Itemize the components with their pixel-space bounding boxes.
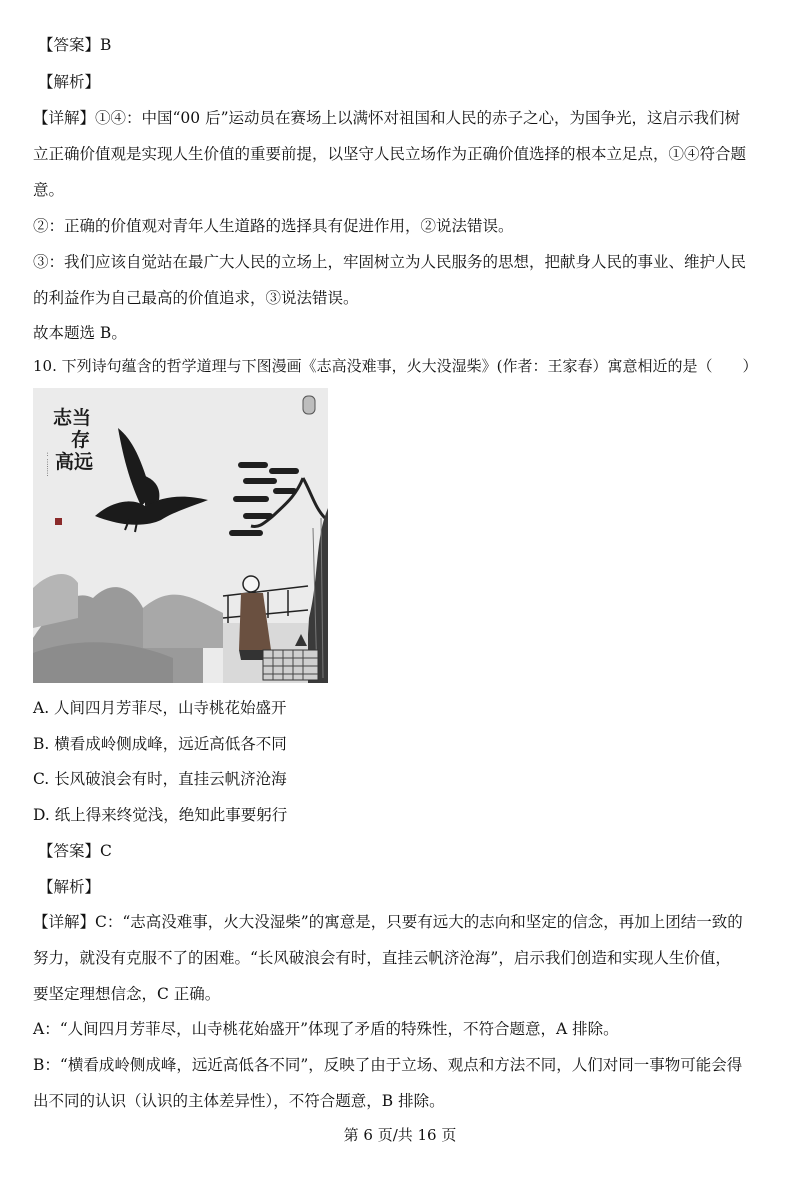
svg-text:·· ········: ·· ········ (43, 452, 51, 477)
q9-detail-line-2: 立正确价值观是实现人生价值的重要前提，以坚守人民立场作为正确价值选择的根本立足点，①④符合题 (33, 145, 747, 163)
inscription-char-1: 志当 (53, 407, 92, 429)
q9-detail-line-4: ②：正确的价值观对青年人生道路的选择具有促进作用，②说法错误。 (33, 217, 514, 235)
q10-option-d: D. 纸上得来终觉浅，绝知此事要躬行 (33, 806, 288, 824)
inscription-char-2: 存 (71, 429, 91, 451)
cartoon-image (33, 388, 328, 683)
q10-detail-line-2: 努力，就没有克服不了的困难。“长风破浪会有时，直挂云帆济沧海”，启示我们创造和实现人生价值， (33, 949, 731, 967)
q9-detail-line-5: ③：我们应该自觉站在最广大人民的立场上，牢固树立为人民服务的思想，把献身人民的事业、维护人民 (33, 253, 747, 271)
q10-detail-line-4: A：“人间四月芳菲尽，山寺桃花始盛开”体现了矛盾的特殊性，不符合题意，A 排除。 (33, 1020, 619, 1038)
q10-answer: 【答案】C (38, 842, 112, 860)
q9-analysis-label: 【解析】 (38, 73, 101, 91)
q10-analysis-label: 【解析】 (38, 878, 101, 896)
q9-detail-line-3: 意。 (33, 181, 65, 199)
q10-detail-line-5: B：“横看成岭侧成峰，远近高低各不同”，反映了由于立场、观点和方法不同，人们对同一事物可能会得 (33, 1056, 743, 1074)
q10-detail-line-3: 要坚定理想信念，C 正确。 (33, 985, 221, 1003)
q9-detail-line-7: 故本题选 B。 (33, 324, 127, 342)
q10-detail-line-1: 【详解】C：“志高没难事，火大没湿柴”的寓意是，只要有远大的志向和坚定的信念，再加上团结一致的 (33, 913, 743, 931)
q10-option-a: A. 人间四月芳菲尽，山寺桃花始盛开 (33, 699, 287, 717)
q9-detail-line-6: 的利益作为自己最高的价值追求，③说法错误。 (33, 289, 359, 307)
q9-detail-line-1: 【详解】①④：中国“00 后”运动员在赛场上以满怀对祖国和人民的赤子之心，为国争光，这启示我们树 (33, 109, 741, 127)
q10-option-b: B. 横看成岭侧成峰，远近高低各不同 (33, 735, 287, 753)
q10-option-c: C. 长风破浪会有时，直挂云帆济沧海 (33, 770, 287, 788)
q10-stem: 10. 下列诗句蕴含的哲学道理与下图漫画《志高没难事，火大没湿柴》(作者：王家春）寓意相近的是（ ） (33, 357, 758, 375)
inscription-char-3: 高远 (55, 451, 94, 473)
q10-detail-line-6: 出不同的认识（认识的主体差异性），不符合题意，B 排除。 (33, 1092, 445, 1110)
page-number: 第 6 页/共 16 页 (343, 1126, 457, 1144)
q9-answer: 【答案】B (38, 36, 112, 54)
